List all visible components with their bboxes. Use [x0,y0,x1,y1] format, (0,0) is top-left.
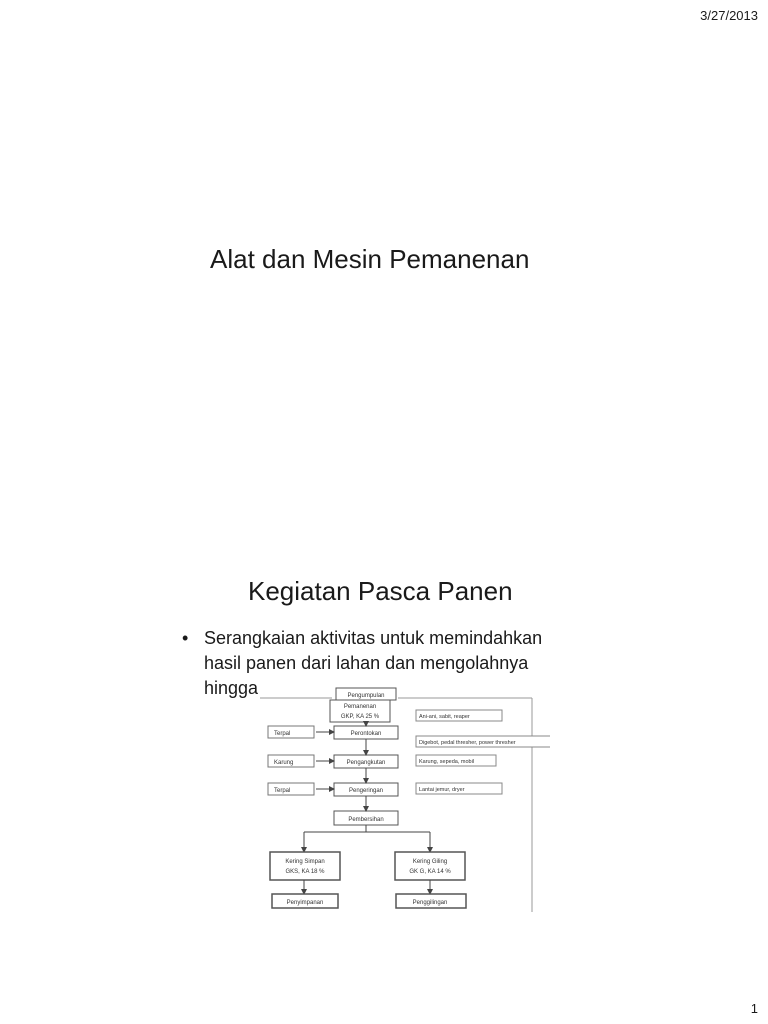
box-kering-giling [395,852,465,880]
label-kering-simpan: Kering Simpan [285,859,325,865]
label-gks: GKS, KA 18 % [285,869,325,875]
box-kering-simpan [270,852,340,880]
label-tool-pengangkutan: Karung, sepeda, mobil [419,759,475,765]
post-harvest-flow-diagram [260,686,550,916]
label-pengangkutan: Pengangkutan [346,760,386,766]
label-pemanenan: Pemanenan [343,704,377,710]
label-terpal-2: Terpal [274,788,291,794]
label-gkg: GK G, KA 14 % [409,869,451,875]
label-tool-perontokan: Digebot, pedal thresher, power thresher [419,740,516,746]
label-tool-pemanenan: Ani-ani, sabit, reaper [419,714,470,720]
slide-2-title: Kegiatan Pasca Panen [248,576,513,606]
bullet-line-2: hasil panen dari lahan dan mengolahnya [204,653,529,673]
label-penyimpanan: Penyimpanan [286,900,324,906]
label-gkp: GKP, KA 25 % [340,714,380,720]
slide-1-title: Alat dan Mesin Pemanenan [210,244,530,274]
label-pembersihan: Pembersihan [348,817,384,823]
label-pengeringan: Pengeringan [348,788,384,794]
print-date: 3/27/2013 [700,8,758,23]
bullet-line-3: hingga [204,678,259,698]
label-karung: Karung [274,760,294,766]
label-pengumpulan: Pengumpulan [347,693,385,699]
bullet-icon: • [182,628,189,648]
label-perontokan: Perontokan [350,731,382,737]
label-kering-giling: Kering Giling [412,859,448,865]
label-terpal-1: Terpal [274,731,291,737]
page-number: 1 [750,1001,758,1016]
bullet-line-1: Serangkaian aktivitas untuk memindahkan [204,628,543,648]
label-tool-pengeringan: Lantai jemur, dryer [419,787,465,793]
label-penggilingan: Penggilingan [412,900,448,906]
